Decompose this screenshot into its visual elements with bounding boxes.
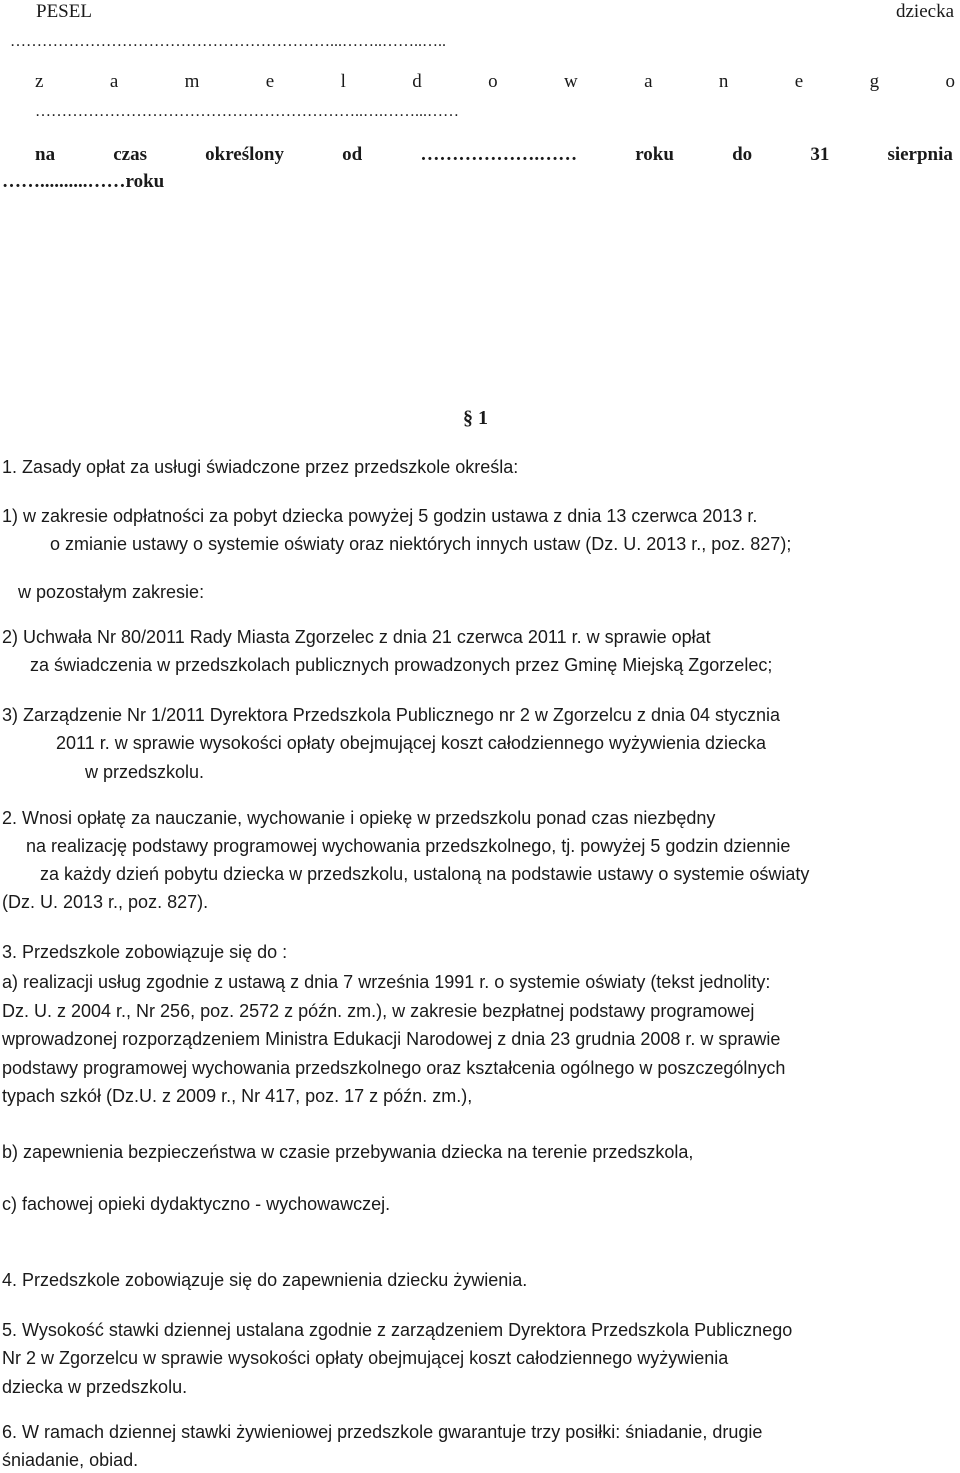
paragraph-6-line-1: 6. W ramach dziennej stawki żywieniowej przedszkole gwarantuje trzy posiłki: śniadanie, drugie — [2, 1422, 763, 1442]
zameldowanego-letter: a — [109, 71, 119, 92]
zameldowanego-letter: o — [945, 71, 955, 92]
paragraph-3a-line-1: a) realizacji usług zgodnie z ustawą z dnia 7 września 1991 r. o systemie oświaty (tekst jednolity: — [2, 972, 771, 992]
period-word: określony — [205, 144, 284, 165]
paragraph-1-3-line-2: 2011 r. w sprawie wysokości opłaty obejmującej koszt całodziennego wyżywienia dziecka — [56, 733, 767, 753]
zameldowanego-letter: e — [265, 71, 275, 92]
zameldowanego-line — [35, 70, 955, 94]
paragraph-5-line-3: dziecka w przedszkolu. — [2, 1377, 188, 1397]
period-word: od — [342, 144, 363, 165]
zameldowanego-letter: o — [488, 71, 498, 92]
zameldowanego-letter: w — [564, 71, 578, 92]
zameldowanego-letter: n — [718, 71, 729, 92]
paragraph-3a-line-4: podstawy programowej wychowania przedszkolnego oraz kształcenia ogólnego w poszczególnych — [2, 1058, 786, 1078]
paragraph-3a-line-3: wprowadzonej rozporządzeniem Ministra Edukacji Narodowej z dnia 23 grudnia 2008 r. w sprawie — [2, 1029, 781, 1049]
dots-line-1: ……………………………………………………...……..……..….. — [10, 33, 446, 50]
period-word: ……………….…… — [420, 144, 578, 165]
paragraph-2-line-3: za każdy dzień pobytu dziecka w przedszkolu, ustaloną na podstawie ustawy o systemie oświaty — [40, 864, 810, 884]
paragraph-3c: c) fachowej opieki dydaktyczno - wychowawczej. — [2, 1194, 391, 1214]
paragraph-3b: b) zapewnienia bezpieczeństwa w czasie przebywania dziecka na terenie przedszkola, — [2, 1142, 694, 1162]
period-word: roku — [635, 144, 674, 165]
paragraph-6-line-2: śniadanie, obiad. — [2, 1450, 139, 1470]
period-word: na — [35, 144, 56, 165]
paragraph-4: 4. Przedszkole zobowiązuje się do zapewnienia dziecku żywienia. — [2, 1270, 528, 1290]
paragraph-5-line-1: 5. Wysokość stawki dziennej ustalana zgodnie z zarządzeniem Dyrektora Przedszkola Publicznego — [2, 1320, 793, 1340]
paragraph-1-3-line-3: w przedszkolu. — [85, 762, 205, 782]
paragraph-2-line-2: na realizację podstawy programowej wychowania przedszkolnego, tj. powyżej 5 godzin dziennie — [26, 836, 791, 856]
dziecka-label: dziecka — [895, 1, 954, 22]
paragraph-1-rest: w pozostałym zakresie: — [18, 582, 205, 602]
paragraph-1-1-line-1: 1) w zakresie odpłatności za pobyt dziecka powyżej 5 godzin ustawa z dnia 13 czerwca 2013 r. — [2, 506, 758, 526]
period-word: sierpnia — [887, 144, 953, 165]
paragraph-1-3-line-1: 3) Zarządzenie Nr 1/2011 Dyrektora Przedszkola Publicznego nr 2 w Zgorzelcu z dnia 04 stycznia — [2, 705, 781, 725]
paragraph-3a-line-5: typach szkół (Dz.U. z 2009 r., Nr 417, poz. 17 z późn. zm.), — [2, 1086, 473, 1106]
pesel-label: PESEL — [36, 1, 92, 22]
dots-line-2: ……………………………………………………..….……...…… — [35, 103, 459, 120]
period-word: do — [732, 144, 753, 165]
paragraph-3a-line-2: Dz. U. z 2004 r., Nr 256, poz. 2572 z późn. zm.), w zakresie bezpłatnej podstawy programowej — [2, 1001, 755, 1021]
zameldowanego-letter: e — [794, 71, 804, 92]
period-line-2: ……..........……roku — [2, 171, 165, 192]
zameldowanego-letter: z — [35, 71, 44, 92]
paragraph-2-line-1: 2. Wnosi opłatę za nauczanie, wychowanie i opiekę w przedszkolu ponad czas niezbędny — [2, 808, 716, 828]
paragraph-5-line-2: Nr 2 w Zgorzelcu w sprawie wysokości opłaty obejmującej koszt całodziennego wyżywienia — [2, 1348, 729, 1368]
paragraph-1: 1. Zasady opłat za usługi świadczone przez przedszkole określa: — [2, 457, 519, 477]
period-word: czas — [113, 144, 147, 165]
zameldowanego-letter: m — [184, 71, 200, 92]
zameldowanego-letter: a — [644, 71, 653, 92]
period-word: 31 — [810, 144, 830, 165]
paragraph-1-1-line-2: o zmianie ustawy o systemie oświaty oraz niektórych innych ustaw (Dz. U. 2013 r., poz. 827); — [50, 534, 792, 554]
section-mark: § 1 — [463, 407, 488, 429]
paragraph-1-2-line-1: 2) Uchwała Nr 80/2011 Rady Miasta Zgorzelec z dnia 21 czerwca 2011 r. w sprawie opłat — [2, 627, 711, 647]
pesel-line — [36, 0, 954, 24]
period-line — [35, 143, 953, 167]
paragraph-1-2-line-2: za świadczenia w przedszkolach publicznych prowadzonych przez Gminę Miejską Zgorzelec; — [30, 655, 773, 675]
paragraph-2-line-4: (Dz. U. 2013 r., poz. 827). — [2, 892, 209, 912]
zameldowanego-letter: d — [412, 71, 422, 92]
zameldowanego-letter: l — [340, 71, 346, 92]
zameldowanego-letter: g — [869, 71, 880, 92]
paragraph-3: 3. Przedszkole zobowiązuje się do : — [2, 942, 288, 962]
